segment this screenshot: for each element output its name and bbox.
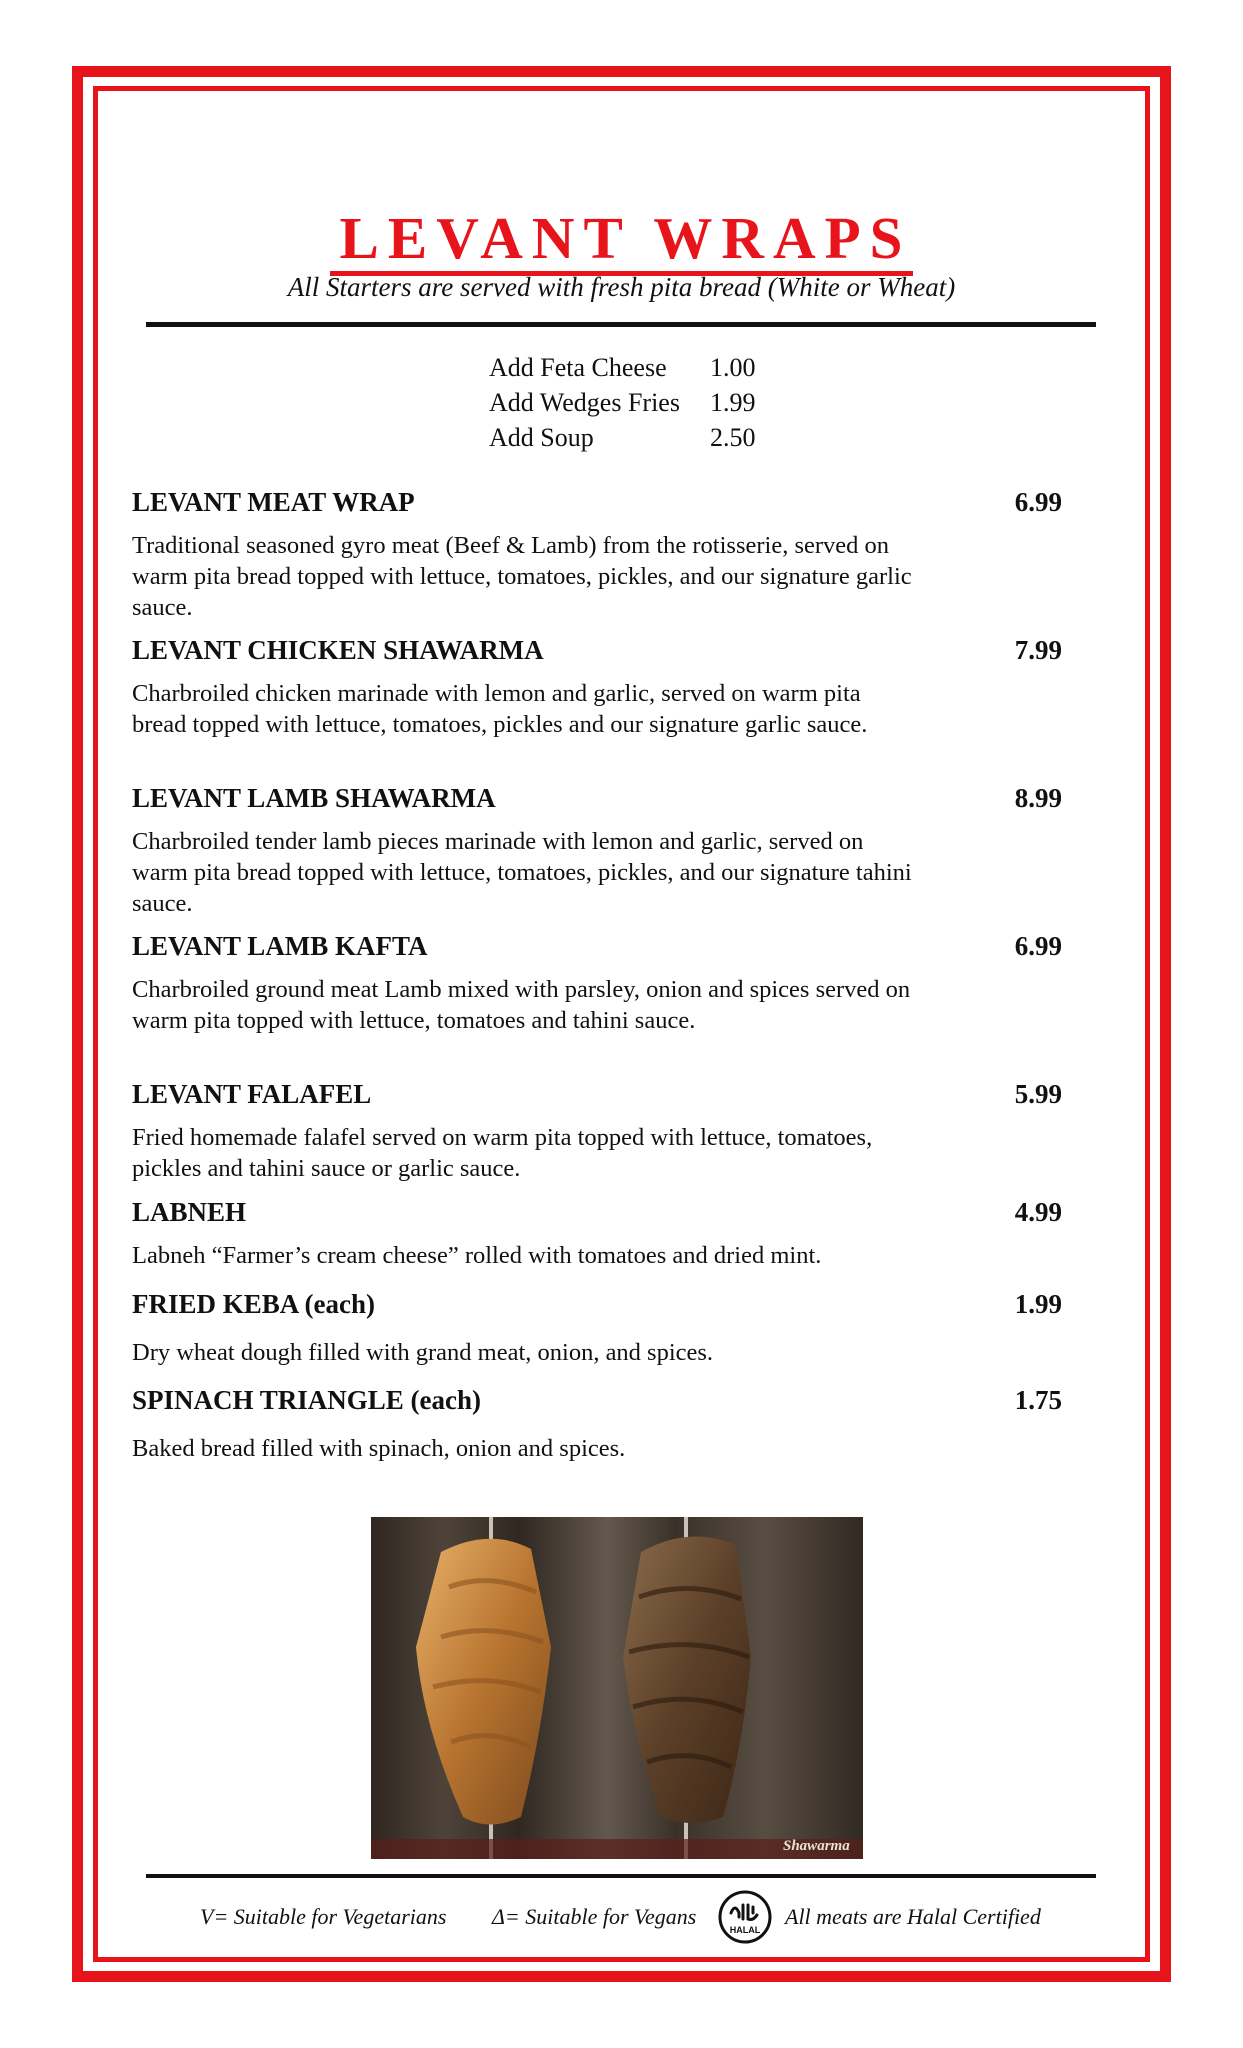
halal-logo-text: HALAL [729,1925,761,1935]
item-name: LEVANT LAMB KAFTA [132,931,428,961]
item-price: 6.99 [1014,931,1062,961]
item-description: Traditional seasoned gyro meat (Beef & Lamb) from the rotisserie, served on warm pita bread topped with lettuce, tomatoes, pickles, and our signature garlic sauce. [132,532,912,621]
item-price: 1.99 [1014,1289,1062,1319]
shawarma-image [371,1517,863,1859]
menu-item [132,634,1062,740]
item-price: 4.99 [1014,1197,1062,1227]
addon-row [489,350,756,385]
addons-list [489,350,756,455]
item-price: 6.99 [1014,487,1062,517]
item-price: 1.75 [1014,1385,1062,1415]
footer-divider [146,1874,1096,1878]
addon-name: Add Feta Cheese [489,353,667,382]
vegan-note: Δ= Suitable for Vegans [492,1904,697,1929]
item-name: FRIED KEBA (each) [132,1289,375,1319]
shawarma-photo [371,1517,863,1859]
item-description: Baked bread filled with spinach, onion and spices. [132,1435,626,1462]
menu-item [132,930,1062,1036]
item-price: 7.99 [1014,635,1062,665]
item-description: Labneh “Farmer’s cream cheese” rolled with tomatoes and dried mint. [132,1242,822,1269]
item-name: LEVANT MEAT WRAP [132,487,415,517]
item-description: Charbroiled tender lamb pieces marinade with lemon and garlic, served on warm pita bread topped with lettuce, tomatoes, pickles, and our signature tahini sauce. [132,828,912,917]
header-divider [146,322,1096,327]
addon-price: 1.99 [710,388,756,417]
halal-logo-icon [717,1889,773,1945]
item-name: LEVANT CHICKEN SHAWARMA [132,635,544,665]
item-description: Fried homemade falafel served on warm pita topped with lettuce, tomatoes, pickles and tahini sauce or garlic sauce. [132,1124,873,1182]
menu-item [132,1078,1062,1184]
item-price: 8.99 [1014,783,1062,813]
vegetarian-note: V= Suitable for Vegetarians [200,1904,447,1929]
item-name: LEVANT FALAFEL [132,1079,372,1109]
menu-item [132,782,1062,919]
addon-row [489,420,756,455]
addon-price: 2.50 [710,423,756,452]
addon-name: Add Wedges Fries [489,388,680,417]
menu-subtitle: All Starters are served with fresh pita bread (White or Wheat) [287,272,956,302]
item-name: SPINACH TRIANGLE (each) [132,1385,482,1415]
menu-item [132,486,1062,623]
item-name: LEVANT LAMB SHAWARMA [132,783,496,813]
item-description: Charbroiled ground meat Lamb mixed with parsley, onion and spices served on warm pita topped with lettuce, tomatoes and tahini sauce. [132,976,911,1034]
item-description: Charbroiled chicken marinade with lemon and garlic, served on warm pita bread topped with lettuce, tomatoes, pickles and our signature garlic sauce. [132,680,868,738]
item-description: Dry wheat dough filled with grand meat, onion, and spices. [132,1339,714,1366]
addon-row [489,385,756,420]
item-name: LABNEH [132,1197,247,1227]
photo-watermark: Shawarma [783,1838,850,1854]
menu-item [132,1196,1062,1271]
halal-note: All meats are Halal Certified [785,1904,1041,1929]
addon-price: 1.00 [710,353,756,382]
addon-name: Add Soup [489,423,594,452]
menu-item [132,1288,1062,1368]
item-price: 5.99 [1014,1079,1062,1109]
menu-item [132,1384,1062,1464]
menu-title: LEVANT WRAPS [0,204,1243,276]
